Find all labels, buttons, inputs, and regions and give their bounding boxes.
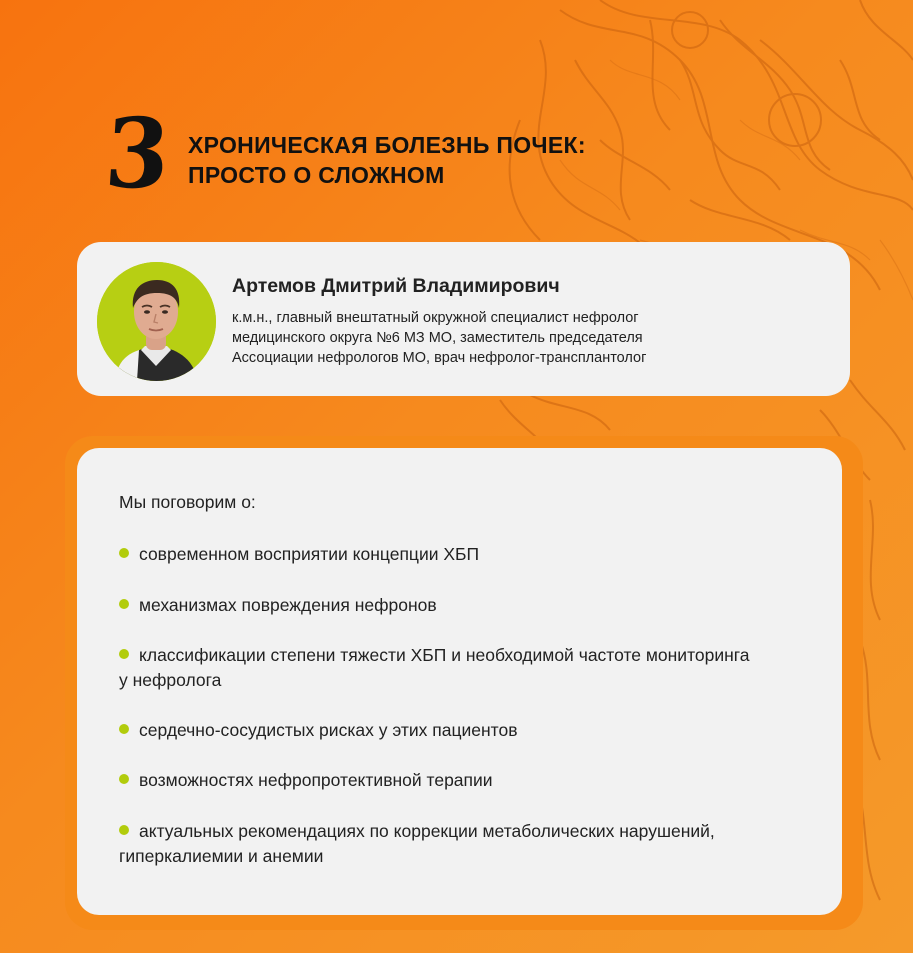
session-title — [188, 130, 788, 190]
session-number: 3 — [101, 97, 173, 210]
speaker-description-line: к.м.н., главный внештатный окружной специалист нефролог — [232, 310, 639, 326]
speaker-description — [232, 308, 832, 368]
bullet-dot-icon — [119, 649, 129, 659]
bullet-dot-icon — [119, 548, 129, 558]
bullet-dot-icon — [119, 774, 129, 784]
topics-card — [77, 448, 842, 915]
speaker-description-line: Ассоциации нефрологов МО, врач нефролог-трансплантолог — [232, 350, 647, 366]
topic-text: актуальных рекомендациях по коррекции метаболических нарушений, гиперкалиемии и анемии — [119, 821, 715, 866]
topic-text: сердечно-сосудистых рисках у этих пациентов — [139, 720, 518, 740]
topic-text: возможностях нефропротективной терапии — [139, 770, 493, 790]
topic-text: классификации степени тяжести ХБП и необходимой частоте мониторинга у нефролога — [119, 645, 750, 690]
speaker-name: Артемов Дмитрий Владимирович — [232, 275, 560, 297]
topic-item — [119, 819, 834, 869]
topic-text: механизмах повреждения нефронов — [139, 595, 437, 615]
speaker-photo — [97, 262, 216, 381]
topic-item — [119, 593, 839, 618]
speaker-avatar — [97, 262, 216, 381]
topics-intro: Мы поговорим о: — [119, 492, 256, 512]
topic-item — [119, 643, 759, 693]
bullet-dot-icon — [119, 825, 129, 835]
session-title-line: ПРОСТО О СЛОЖНОМ — [188, 162, 445, 188]
bullet-dot-icon — [119, 599, 129, 609]
topic-item — [119, 542, 839, 567]
topic-item — [119, 718, 839, 743]
speaker-card — [77, 242, 850, 396]
session-title-line: ХРОНИЧЕСКАЯ БОЛЕЗНЬ ПОЧЕК: — [188, 132, 586, 158]
speaker-description-line: медицинского округа №6 МЗ МО, заместитель председателя — [232, 330, 643, 346]
session-header — [101, 97, 804, 210]
topic-item — [119, 768, 839, 793]
bullet-dot-icon — [119, 724, 129, 734]
topic-text: современном восприятии концепции ХБП — [139, 544, 480, 564]
